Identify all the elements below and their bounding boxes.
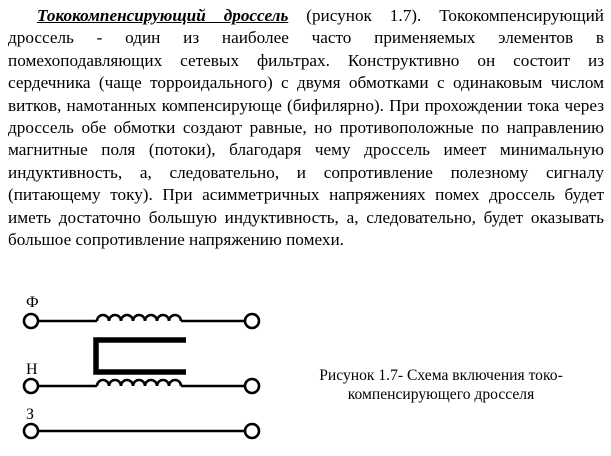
label-ground: З — [26, 406, 35, 423]
paragraph-text: (рисунок 1.7). Тококомпенсирующий дроссель - один из наиболее часто применяемых элементов в помехоподавляющих сетевых фильтрах. Конструктивно он состоит из сердечника (чаще торроидального) с двумя обмотками с одинаковым числом витков, намотанных компенсирующе (бифилярно). При прохождении тока через дроссель обе обмотки создают равные, но противоположные по направлению магнитные поля (потоки), благодаря чему дроссель имеет минимальную индуктивность, а, следовательно, и сопротивление полезному сигналу (питающему току). При асимметричных напряжениях помех дроссель будет иметь достаточно большую индуктивность, а, следовательно, будет оказывать большое сопротивление напряжению помехи. — [8, 6, 605, 250]
figure-caption — [288, 366, 594, 404]
caption-line-2: компенсирующего дросселя — [347, 386, 535, 403]
term-choke: Тококомпенсирующий дроссель — [37, 6, 289, 25]
label-phase: Ф — [26, 294, 39, 311]
phase-line — [24, 314, 259, 328]
terminal-ground-left — [24, 424, 38, 438]
body-paragraph — [8, 5, 604, 251]
terminal-neutral-left — [24, 379, 38, 393]
terminal-phase-right — [245, 314, 259, 328]
terminal-phase-left — [24, 314, 38, 328]
terminal-ground-right — [245, 424, 259, 438]
caption-line-1: Рисунок 1.7- Схема включения токо- — [319, 367, 563, 384]
winding-neutral — [97, 380, 181, 386]
neutral-line — [24, 379, 259, 393]
choke-core — [96, 340, 186, 372]
winding-phase — [97, 315, 181, 321]
ground-line — [24, 424, 259, 438]
label-neutral: Н — [26, 361, 38, 378]
terminal-neutral-right — [245, 379, 259, 393]
choke-circuit-diagram — [0, 290, 280, 450]
